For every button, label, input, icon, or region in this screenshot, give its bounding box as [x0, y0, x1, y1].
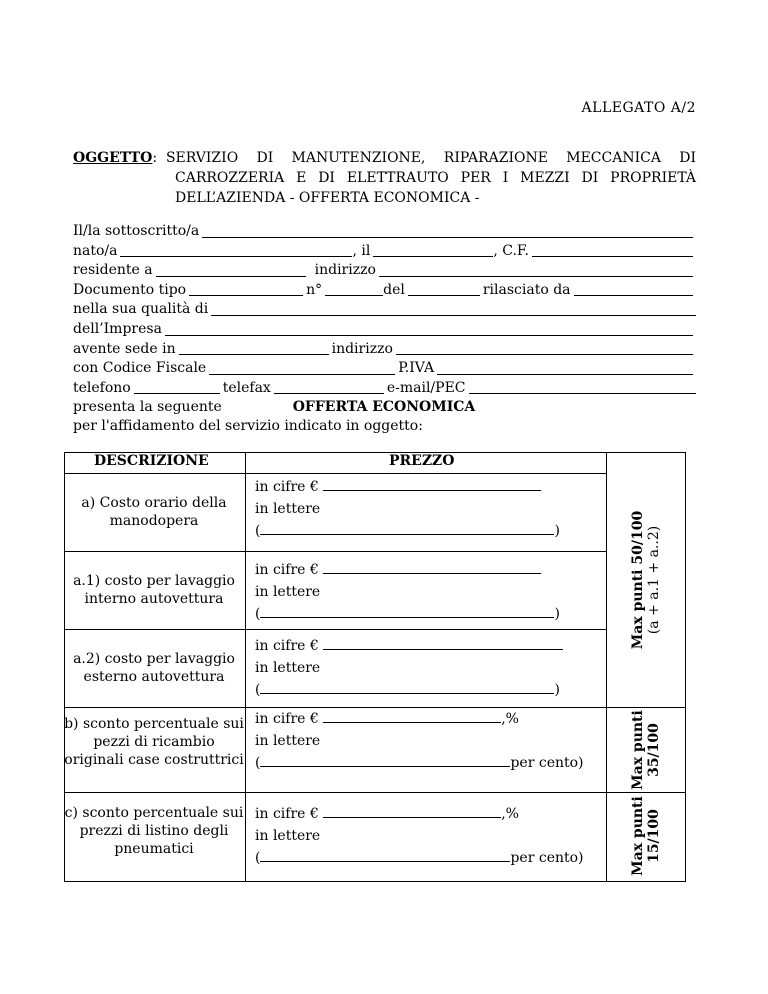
- field-documento-tipo[interactable]: [189, 283, 303, 296]
- row-b-percent: ,%: [501, 711, 519, 727]
- row-a-price: [255, 476, 560, 542]
- label-documento: Documento tipo: [73, 281, 187, 298]
- label-indirizzo: indirizzo: [314, 262, 376, 279]
- label-sottoscritto: Il/la sottoscritto/a: [73, 223, 200, 239]
- max-punti-b: [630, 710, 662, 790]
- declaration-block: [73, 222, 696, 418]
- offerta-table: [64, 452, 686, 882]
- label-sede: avente sede in: [73, 340, 176, 357]
- field-residente[interactable]: [156, 264, 306, 277]
- label-telefono: telefono: [73, 379, 131, 396]
- row-a-lettere-label: in lettere: [255, 501, 321, 517]
- row-a1-cifre-label: in cifre €: [255, 562, 319, 578]
- oggetto-label: OGGETTO:: [73, 150, 166, 166]
- field-telefono[interactable]: [134, 381, 220, 394]
- row-c-paren-open: (: [255, 850, 261, 866]
- field-data-nascita[interactable]: [373, 244, 493, 257]
- row-b-lettere-field[interactable]: [260, 752, 510, 767]
- max-punti-c: [630, 796, 662, 876]
- row-a1-price: [255, 559, 560, 625]
- row-c-lettere-label: in lettere: [255, 828, 321, 844]
- label-rilasciato: rilasciato da: [482, 281, 571, 298]
- label-codice-fiscale: con Codice Fiscale: [73, 360, 207, 377]
- row-a-lettere-field[interactable]: [260, 520, 554, 535]
- row-c-price: [255, 803, 584, 869]
- field-cf[interactable]: [532, 244, 693, 257]
- row-b-per-cento: per cento): [510, 755, 584, 771]
- oggetto-block: [73, 148, 696, 208]
- field-impresa[interactable]: [165, 323, 693, 336]
- label-impresa: dell’Impresa: [73, 320, 162, 337]
- oggetto-line-1: SERVIZIO DI MANUTENZIONE, RIPARAZIONE MECCANICA DI: [165, 150, 696, 166]
- row-a1-cifre-field[interactable]: [323, 559, 541, 574]
- row-c-lettere-field[interactable]: [260, 847, 510, 862]
- header-descrizione: DESCRIZIONE: [94, 453, 209, 469]
- max-punti-c-line1: Max punti: [630, 796, 646, 876]
- affidamento-text: per l'affidamento del servizio indicato in oggetto:: [73, 418, 423, 434]
- row-a-desc: a) Costo orario della manodopera: [81, 495, 227, 529]
- row-a1-desc: a.1) costo per lavaggio interno autovettura: [73, 573, 235, 607]
- label-cf: , C.F.: [493, 242, 529, 259]
- row-c-desc: c) sconto percentuale sui prezzi di listino degli pneumatici: [64, 805, 244, 857]
- row-b-cifre-label: in cifre €: [255, 711, 319, 727]
- offerta-title: OFFERTA ECONOMICA: [292, 399, 476, 415]
- row-b-desc: b) sconto percentuale sui pezzi di ricambio originali case costruttrici: [64, 716, 244, 768]
- label-presenta: presenta la seguente: [73, 399, 222, 416]
- row-c-cifre-field[interactable]: [323, 803, 501, 818]
- label-residente: residente a: [73, 262, 153, 279]
- row-a2-cifre-label: in cifre €: [255, 638, 319, 654]
- max-punti-b-line1: Max punti: [630, 710, 646, 790]
- row-a-cifre-label: in cifre €: [255, 479, 319, 495]
- field-documento-numero[interactable]: [325, 283, 383, 296]
- row-a2-paren-open: (: [255, 682, 261, 698]
- label-telefax: telefax: [222, 379, 271, 396]
- field-documento-data[interactable]: [408, 283, 480, 296]
- max-punti-a: [630, 498, 662, 662]
- row-c-cifre-label: in cifre €: [255, 806, 319, 822]
- label-indirizzo-sede: indirizzo: [331, 340, 393, 357]
- header-prezzo: PREZZO: [389, 453, 455, 469]
- row-a-paren-close: ): [554, 523, 560, 539]
- row-a2-cifre-field[interactable]: [323, 635, 563, 650]
- label-nato: nato/a: [73, 242, 118, 259]
- field-telefax[interactable]: [274, 381, 384, 394]
- row-a2-lettere-field[interactable]: [260, 679, 554, 694]
- max-punti-c-line2: 15/100: [646, 809, 662, 863]
- row-a-cifre-field[interactable]: [323, 476, 541, 491]
- oggetto-line-2: CARROZZERIA E DI ELETTRAUTO PER I MEZZI DI PROPRIETÀ: [175, 170, 696, 186]
- row-a2-lettere-label: in lettere: [255, 660, 321, 676]
- row-a1-paren-open: (: [255, 606, 261, 622]
- row-b-lettere-label: in lettere: [255, 733, 321, 749]
- row-a2-paren-close: ): [554, 682, 560, 698]
- field-piva[interactable]: [437, 362, 693, 375]
- field-email[interactable]: [469, 381, 696, 394]
- field-indirizzo-sede[interactable]: [396, 342, 693, 355]
- row-a1-lettere-label: in lettere: [255, 584, 321, 600]
- label-del: del: [383, 281, 405, 298]
- field-indirizzo[interactable]: [379, 264, 693, 277]
- field-sottoscritto[interactable]: [202, 225, 693, 238]
- field-qualita[interactable]: [211, 303, 696, 316]
- max-punti-a-line2: (a + a.1 + a..2): [646, 525, 662, 635]
- allegato-label: ALLEGATO A/2: [581, 100, 696, 116]
- field-rilasciato[interactable]: [574, 283, 693, 296]
- max-punti-b-line2: 35/100: [646, 723, 662, 777]
- row-c-percent: ,%: [501, 806, 519, 822]
- label-email: e-mail/PEC: [386, 379, 466, 396]
- row-a2-desc: a.2) costo per lavaggio esterno autovettura: [73, 651, 235, 685]
- label-numero: n°: [306, 281, 323, 298]
- row-a-paren-open: (: [255, 523, 261, 539]
- max-punti-a-line1: Max punti 50/100: [630, 510, 646, 650]
- row-b-price: [255, 708, 584, 774]
- row-b-cifre-field[interactable]: [323, 708, 501, 723]
- field-nato[interactable]: [120, 244, 352, 257]
- label-il: , il: [352, 242, 371, 259]
- row-a2-price: [255, 635, 563, 701]
- field-codice-fiscale[interactable]: [209, 362, 395, 375]
- row-a1-paren-close: ): [554, 606, 560, 622]
- label-piva: P.IVA: [398, 360, 435, 377]
- field-sede[interactable]: [179, 342, 329, 355]
- oggetto-line-3: DELL’AZIENDA - OFFERTA ECONOMICA -: [175, 190, 480, 206]
- row-b-paren-open: (: [255, 755, 261, 771]
- row-c-per-cento: per cento): [510, 850, 584, 866]
- row-a1-lettere-field[interactable]: [260, 603, 554, 618]
- label-qualita: nella sua qualità di: [73, 301, 209, 318]
